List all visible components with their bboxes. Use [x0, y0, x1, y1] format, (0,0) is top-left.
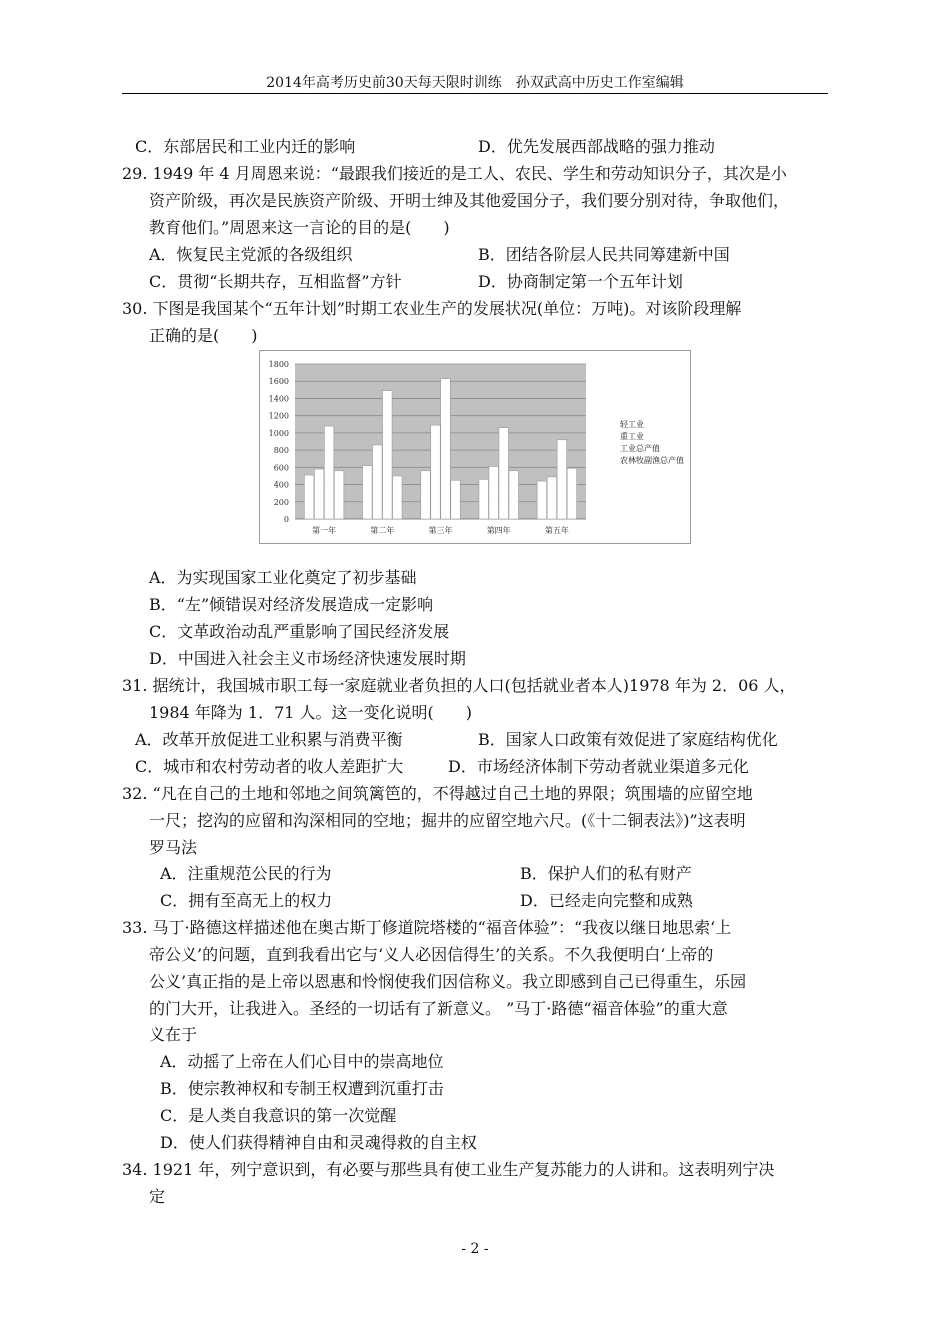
q28-option-c: C．东部居民和工业内迁的影响 — [135, 137, 356, 156]
chart-y-tick-label: 200 — [273, 497, 289, 507]
q32-stem-line2: 一尺；挖沟的应留和沟深相同的空地；掘井的应留空地六尺。(《十二铜表法》)”这表明 — [149, 811, 746, 830]
q29-option-b: B．团结各阶层人民共同筹建新中国 — [478, 245, 730, 264]
q29-option-d: D．协商制定第一个五年计划 — [478, 272, 683, 291]
q34-stem-line2: 定 — [149, 1187, 166, 1206]
chart-bar — [324, 426, 334, 519]
q30-option-a: A．为实现国家工业化奠定了初步基础 — [149, 568, 417, 587]
chart-y-tick-label: 1800 — [268, 360, 289, 369]
chart-bar — [363, 466, 373, 519]
chart-bar — [393, 476, 403, 519]
q31-stem-line2: 1984 年降为 1．71 人。这一变化说明( ) — [149, 703, 473, 722]
page-number: - 2 - — [461, 1241, 489, 1257]
q29-stem-line2: 资产阶级，再次是民族资产阶级、开明士绅及其他爱国分子，我们要分别对待，争取他们， — [149, 191, 790, 210]
q31-option-a: A．改革开放促进工业积累与消费平衡 — [135, 730, 403, 749]
chart-bar — [557, 440, 567, 519]
q32-stem-line3: 罗马法 — [149, 838, 198, 857]
chart-bar — [509, 471, 519, 519]
chart-bar — [373, 445, 383, 519]
legend-entry-agricultural-output: 农林牧副渔总产值 — [620, 456, 684, 465]
chart-y-tick-label: 400 — [273, 480, 289, 490]
q33-option-a: A．动摇了上帝在人们心目中的崇高地位 — [160, 1052, 444, 1071]
chart-bar — [451, 480, 461, 519]
chart-y-tick-label: 600 — [273, 463, 289, 473]
q31-option-c: C．城市和农村劳动者的收人差距扩大 — [135, 757, 404, 776]
q32-option-c: C．拥有至高无上的权力 — [160, 891, 333, 910]
q31-option-b: B．国家人口政策有效促进了家庭结构优化 — [478, 730, 778, 749]
chart-bar — [431, 425, 441, 519]
chart-bar — [499, 428, 509, 519]
q31-stem-line1: 31. 据统计，我国城市职工每一家庭就业者负担的人口(包括就业者本人)1978 年为 2．06 人， — [122, 676, 796, 695]
q33-option-c: C．是人类自我意识的第一次觉醒 — [160, 1106, 397, 1125]
chart-x-tick-label: 第三年 — [428, 526, 453, 535]
q29-stem-line1: 29. 1949 年 4 月周恩来说：“最跟我们接近的是工人、农民、学生和劳动知识分子，其次是小 — [122, 164, 787, 183]
q33-stem-line4: 的门大开，让我进入。圣经的一切话有了新意义。 ”马丁·路德“福音体验”的重大意 — [149, 999, 728, 1018]
chart-bar — [421, 471, 431, 519]
legend-entry-light-industry: 轻工业 — [620, 420, 644, 429]
q32-option-d: D．已经走向完整和成熟 — [520, 891, 693, 910]
chart-legend — [620, 419, 684, 467]
q30-option-d: D．中国进入社会主义市场经济快速发展时期 — [149, 649, 466, 668]
q33-stem-line1: 33. 马丁·路德这样描述他在奥古斯丁修道院塔楼的“福音体验”：“我夜以继日地思索‘上 — [122, 918, 732, 937]
q33-option-b: B．使宗教神权和专制王权遭到沉重打击 — [160, 1079, 444, 1098]
q32-stem-line1: 32. “凡在自己的土地和邻地之间筑篱笆的，不得越过自己土地的界限；筑围墙的应留空地 — [122, 784, 753, 803]
q33-option-d: D．使人们获得精神自由和灵魂得救的自主权 — [160, 1133, 477, 1152]
q33-stem-line5: 义在于 — [149, 1025, 198, 1044]
chart-bar — [537, 481, 547, 519]
q30-stem-line1: 30. 下图是我国某个“五年计划”时期工农业生产的发展状况(单位：万吨)。对该阶段理解 — [122, 299, 742, 318]
chart-y-tick-label: 800 — [273, 446, 289, 456]
q30-stem-line2: 正确的是( ) — [149, 326, 258, 345]
header-rule — [122, 93, 828, 94]
q29-option-a: A．恢复民主党派的各级组织 — [149, 245, 353, 264]
q34-stem-line1: 34. 1921 年，列宁意识到，有必要与那些具有使工业生产复苏能力的人讲和。这表明列宁决 — [122, 1160, 775, 1179]
chart-bar — [489, 466, 499, 519]
legend-entry-heavy-industry: 重工业 — [620, 432, 644, 441]
q33-stem-line3: 公义’真正指的是上帝以恩惠和怜悯使我们因信称义。我立即感到自己已得重生，乐园 — [149, 972, 747, 991]
chart-x-tick-label: 第一年 — [312, 526, 337, 535]
q33-stem-line2: 帝公义’的问题，直到我看出它与‘义人必因信得生’的关系。不久我便明白‘上帝的 — [149, 945, 714, 964]
q31-option-d: D．市场经济体制下劳动者就业渠道多元化 — [448, 757, 749, 776]
chart-y-tick-label: 1200 — [268, 411, 289, 421]
chart-x-tick-label: 第二年 — [370, 526, 395, 535]
q29-stem-line3: 教育他们。”周恩来这一言论的目的是( ) — [149, 218, 450, 237]
page-header: 2014年高考历史前30天每天限时训练 孙双武高中历史工作室编辑 — [266, 75, 684, 91]
chart-y-tick-label: 0 — [283, 515, 289, 524]
chart-x-tick-label: 第四年 — [486, 526, 511, 535]
legend-entry-industrial-output: 工业总产值 — [620, 444, 660, 453]
chart-bar — [334, 471, 344, 519]
chart-bar — [304, 475, 314, 519]
chart-bar — [314, 469, 324, 519]
q29-option-c: C．贯彻“长期共存，互相监督”方针 — [149, 272, 402, 291]
chart-bar — [441, 379, 451, 519]
q28-option-d: D．优先发展西部战略的强力推动 — [478, 137, 715, 156]
q30-option-b: B．“左”倾错误对经济发展造成一定影响 — [149, 595, 434, 614]
chart-x-tick-label: 第五年 — [544, 526, 569, 535]
chart-y-tick-label: 1600 — [268, 377, 289, 387]
q32-option-a: A．注重规范公民的行为 — [160, 864, 332, 883]
chart-bar — [567, 468, 577, 519]
chart-bar — [383, 391, 393, 519]
chart-bar — [547, 477, 557, 519]
q30-option-c: C．文革政治动乱严重影响了国民经济发展 — [149, 622, 450, 641]
chart-y-tick-label: 1000 — [268, 428, 289, 438]
q32-option-b: B．保护人们的私有财产 — [520, 864, 692, 883]
production-bar-chart — [259, 350, 691, 544]
chart-bar — [479, 479, 489, 519]
chart-y-tick-label: 1400 — [268, 394, 289, 404]
